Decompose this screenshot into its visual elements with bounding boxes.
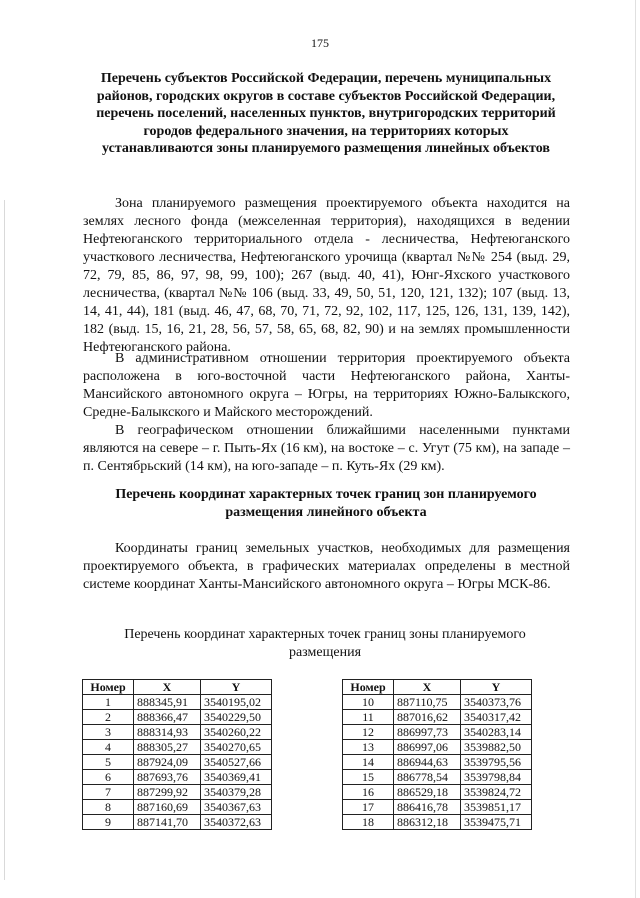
x-coordinate-cell: 887141,70 [134, 815, 201, 830]
y-coordinate-cell: 3539798,84 [461, 770, 532, 785]
y-coordinate-cell: 3539882,50 [461, 740, 532, 755]
x-coordinate-cell: 887110,75 [394, 695, 461, 710]
table-header-row [83, 680, 272, 695]
point-number-cell: 15 [343, 770, 394, 785]
x-coordinate-cell: 887160,69 [134, 800, 201, 815]
point-number-cell: 13 [343, 740, 394, 755]
y-coordinate-cell: 3540195,02 [201, 695, 272, 710]
point-number-cell: 4 [83, 740, 134, 755]
section-subtitle: Перечень координат характерных точек границ зон планируемого размещения линейного объекта [115, 487, 537, 520]
x-coordinate-cell: 886529,18 [394, 785, 461, 800]
x-coordinate-cell: 887693,76 [134, 770, 201, 785]
table-row [83, 800, 272, 815]
point-number-cell: 6 [83, 770, 134, 785]
point-number-cell: 18 [343, 815, 394, 830]
x-coordinate-cell: 886312,18 [394, 815, 461, 830]
x-coordinate-cell: 886416,78 [394, 800, 461, 815]
y-coordinate-cell: 3540372,63 [201, 815, 272, 830]
y-coordinate-cell: 3539475,71 [461, 815, 532, 830]
table-row [83, 770, 272, 785]
paragraph-location: Зона планируемого размещения проектируемого объекта находится на землях лесного фонда (межселенная территория), находящихся в ведении Нефтеюганского территориального отдела - лесничества, Нефтеюганского участкового лесничества, Нефтеюганского урочища (квартал №№ 254 (выд. 29, 72, 79, 85, 86, 97, 98, 99, 100); 267 (выд. 40, 41), Юнг-Яхского участкового лесничества, (квартал №№ 106 (выд. 33, 49, 50, 51, 120, 121, 132); 107 (выд. 13, 14, 41, 44), 181 (выд. 46, 47, 68, 70, 71, 72, 92, 102, 117, 125, 126, 131, 139, 142), 182 (выд. 15, 16, 21, 28, 56, 57, 58, 65, 68, 82, 90) и на землях промышленности Нефтеюганского района. [83, 196, 570, 355]
point-number-cell: 14 [343, 755, 394, 770]
point-number-cell: 1 [83, 695, 134, 710]
y-coordinate-cell: 3539795,56 [461, 755, 532, 770]
x-coordinate-cell: 888314,93 [134, 725, 201, 740]
table-row [83, 740, 272, 755]
table-caption: Перечень координат характерных точек границ зоны планируемого размещения [124, 627, 526, 660]
x-coordinate-cell: 887924,09 [134, 755, 201, 770]
paragraph-geographic: В географическом отношении ближайшими населенными пунктами являются на севере – г. Пыть-Ях (16 км), на востоке – с. Угут (75 км), на западе – п. Сентябрьский (14 км), на юго-западе – п. Куть-Ях (29 км). [83, 423, 570, 474]
table-row [343, 710, 532, 725]
x-coordinate-cell: 887016,62 [394, 710, 461, 725]
scan-edge-right [635, 0, 636, 898]
x-coordinate-cell: 886997,73 [394, 725, 461, 740]
x-coordinate-cell: 888305,27 [134, 740, 201, 755]
y-coordinate-cell: 3540379,28 [201, 785, 272, 800]
x-coordinate-cell: 886944,63 [394, 755, 461, 770]
column-header-x: X [394, 680, 461, 695]
coordinates-table-left [82, 679, 272, 830]
point-number-cell: 16 [343, 785, 394, 800]
y-coordinate-cell: 3540260,22 [201, 725, 272, 740]
column-header-x: X [134, 680, 201, 695]
paragraph-coordinates: Координаты границ земельных участков, необходимых для размещения проектируемого объекта, в графических материалах определены в местной системе координат Ханты-Мансийского автономного округа – Югры МСК-86. [83, 541, 570, 592]
x-coordinate-cell: 888366,47 [134, 710, 201, 725]
table-row [83, 785, 272, 800]
scan-edge-left [4, 200, 5, 880]
table-header-row [343, 680, 532, 695]
y-coordinate-cell: 3540373,76 [461, 695, 532, 710]
x-coordinate-cell: 888345,91 [134, 695, 201, 710]
point-number-cell: 5 [83, 755, 134, 770]
table-row [83, 755, 272, 770]
table-row [83, 710, 272, 725]
point-number-cell: 17 [343, 800, 394, 815]
table-row [343, 815, 532, 830]
point-number-cell: 7 [83, 785, 134, 800]
paragraph-administrative: В административном отношении территория проектируемого объекта расположена в юго-восточной части Нефтеюганского района, Ханты-Мансийского автономного округа – Югры, на территориях Южно-Балыкского, Средне-Балыкского и Майского месторождений. [83, 351, 570, 420]
table-row [343, 740, 532, 755]
point-number-cell: 11 [343, 710, 394, 725]
column-header-y: Y [201, 680, 272, 695]
page-number: 175 [311, 36, 329, 50]
column-header-number: Номер [83, 680, 134, 695]
y-coordinate-cell: 3540270,65 [201, 740, 272, 755]
y-coordinate-cell: 3540369,41 [201, 770, 272, 785]
table-row [343, 785, 532, 800]
y-coordinate-cell: 3540317,42 [461, 710, 532, 725]
point-number-cell: 10 [343, 695, 394, 710]
table-row [83, 695, 272, 710]
y-coordinate-cell: 3540367,63 [201, 800, 272, 815]
x-coordinate-cell: 886997,06 [394, 740, 461, 755]
point-number-cell: 3 [83, 725, 134, 740]
y-coordinate-cell: 3539824,72 [461, 785, 532, 800]
table-row [83, 725, 272, 740]
point-number-cell: 8 [83, 800, 134, 815]
column-header-y: Y [461, 680, 532, 695]
x-coordinate-cell: 887299,92 [134, 785, 201, 800]
column-header-number: Номер [343, 680, 394, 695]
point-number-cell: 12 [343, 725, 394, 740]
y-coordinate-cell: 3540527,66 [201, 755, 272, 770]
y-coordinate-cell: 3540283,14 [461, 725, 532, 740]
x-coordinate-cell: 886778,54 [394, 770, 461, 785]
table-row [343, 755, 532, 770]
point-number-cell: 9 [83, 815, 134, 830]
table-row [343, 725, 532, 740]
table-row [83, 815, 272, 830]
table-row [343, 770, 532, 785]
y-coordinate-cell: 3540229,50 [201, 710, 272, 725]
document-title: Перечень субъектов Российской Федерации, перечень муниципальных районов, городских округов в составе субъектов Российской Федерации, перечень поселений, населенных пунктов, внутригородских территорий городов федерального значения, на территориях которых устанавливаются зоны планируемого размещения линейных объектов [96, 71, 556, 156]
table-row [343, 800, 532, 815]
table-row [343, 695, 532, 710]
point-number-cell: 2 [83, 710, 134, 725]
coordinates-table-right [342, 679, 532, 830]
y-coordinate-cell: 3539851,17 [461, 800, 532, 815]
